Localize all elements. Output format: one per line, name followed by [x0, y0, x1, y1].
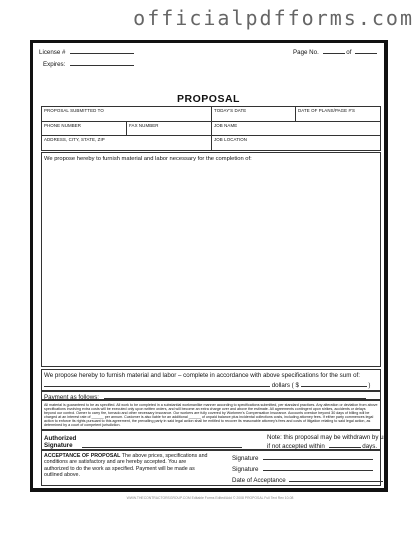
proposal-submitted-to-label: PROPOSAL SUBMITTED TO	[44, 108, 104, 113]
payment-section	[41, 391, 381, 400]
job-name-label: JOB NAME	[214, 122, 238, 128]
payment-label: Payment as follows:	[44, 394, 100, 401]
job-name-field[interactable]	[212, 121, 381, 136]
proposal-submitted-to-field[interactable]	[42, 107, 212, 122]
signature-label-1: Signature	[232, 455, 259, 462]
days-label: days.	[362, 442, 378, 450]
signature-label-2: Signature	[232, 466, 259, 473]
signature-field-1[interactable]	[263, 454, 373, 460]
signature-field-2[interactable]	[263, 465, 373, 471]
acceptance-text-block	[44, 453, 209, 479]
expires-field[interactable]	[70, 60, 134, 66]
withdraw-note-line2: if not accepted within	[267, 442, 325, 450]
authorized-label	[44, 435, 76, 449]
fax-number-field[interactable]	[127, 121, 212, 136]
authorized-section	[41, 430, 387, 450]
site-brand: officialpdfforms.com	[133, 6, 414, 30]
date-of-acceptance-row	[232, 476, 383, 484]
withdraw-note-row	[267, 442, 377, 450]
phone-number-label: PHONE NUMBER	[44, 122, 82, 128]
date-of-acceptance-field[interactable]	[289, 476, 383, 482]
authorized-signature-field[interactable]	[82, 442, 242, 448]
address-label: ADDRESS, CITY, STATE, ZIP	[44, 137, 105, 142]
license-field[interactable]	[70, 48, 134, 54]
sum-text: We propose hereby to furnish material and labor – complete in accordance with above specifications for the sum of:	[44, 372, 360, 379]
page-label: Page No.	[293, 49, 319, 56]
work-intro-text: We propose hereby to furnish material and labor necessary for the completion of:	[44, 156, 252, 162]
page-title: PROPOSAL	[177, 93, 240, 105]
acceptance-text: The above prices, specifications and conditions are satisfactory and are hereby accepted. You are authorized to do the work as specified. Payment will be made as outlined above.	[44, 453, 208, 479]
expires-row	[43, 60, 134, 68]
expires-label: Expires:	[43, 61, 66, 68]
license-row	[39, 48, 134, 56]
job-location-field[interactable]	[212, 136, 381, 151]
sum-amount-field[interactable]	[301, 381, 367, 387]
address-field[interactable]	[42, 136, 212, 151]
acceptance-heading: ACCEPTANCE OF PROPOSAL	[44, 453, 121, 459]
acceptance-section	[41, 450, 381, 486]
proposal-form	[30, 40, 388, 492]
signature-row-2	[232, 465, 373, 473]
customer-info-table	[41, 106, 381, 151]
payment-terms-field[interactable]	[104, 393, 366, 399]
date-of-plans-field[interactable]	[296, 107, 381, 122]
authorized-label-line2: Signature	[44, 442, 73, 449]
date-of-plans-label: DATE OF PLANS/PAGE #'S	[298, 108, 356, 113]
sum-words-field[interactable]	[44, 381, 270, 387]
withdraw-note-line1: Note: this proposal may be withdrawn by us	[267, 434, 387, 441]
page-row	[293, 48, 377, 56]
todays-date-field[interactable]	[212, 107, 296, 122]
dollars-row	[44, 381, 370, 389]
date-of-acceptance-label: Date of Acceptance	[232, 477, 286, 484]
terms-section	[41, 400, 381, 430]
phone-number-field[interactable]	[42, 121, 127, 136]
work-description-area[interactable]	[41, 152, 381, 367]
todays-date-label: TODAY'S DATE	[214, 108, 247, 113]
footer-text: WWW.THECONTRACTORSGROUP.COM Editable Forms Edited/Add © 2008 PROPOSAL Full Text Rev 10-08	[126, 496, 294, 500]
close-paren: )	[368, 382, 371, 389]
sum-section	[41, 369, 381, 391]
job-location-label: JOB LOCATION	[214, 137, 248, 142]
page-number-field[interactable]	[323, 48, 345, 54]
fax-number-label: FAX NUMBER	[129, 122, 159, 128]
legal-terms-text: All material is guaranteed to be as specified. All work to be completed in a substantial workmanlike manner according to specifications submitted, per standard practices. Any alteration or deviation from above specifications involving extra costs will be executed only upon written orders, and will become an extra charge over and above the estimate. All agreements contingent upon strikes, accidents or delays beyond our control. Owner to carry fire, tornado and other necessary insurance. Our workers are fully covered by Workmen's Compensation Insurance. Accounts overdue beyond 30 days of billing will be charged at an interest rate of ______ per annum. Customer is also liable for an additional ______ of unpaid balance plus incidental collections costs, including attorney fees. If either party commences legal action to enforce its rights pursuant to this agreement, the prevailing party in said legal action shall be entitled to recover its reasonable attorney's fees and costs of litigation relating to said legal action, as determined by a court of competent jurisdiction.	[44, 402, 378, 428]
of-label: of	[346, 49, 352, 56]
license-label: License #	[39, 49, 66, 56]
signature-row-1	[232, 454, 373, 462]
dollars-label: dollars ( $	[271, 382, 299, 389]
days-field[interactable]	[329, 442, 361, 448]
authorized-label-line1: Authorized	[44, 435, 77, 442]
page-total-field[interactable]	[355, 48, 377, 54]
